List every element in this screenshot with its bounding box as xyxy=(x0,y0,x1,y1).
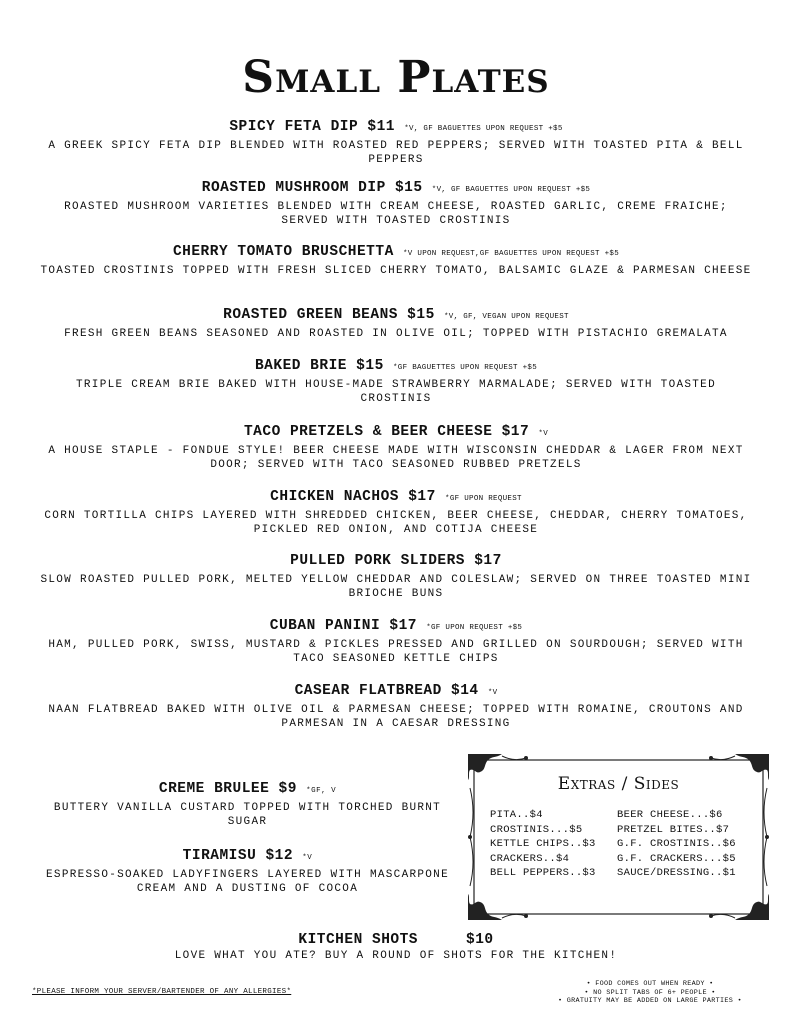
item-description: A HOUSE STAPLE - FONDUE STYLE! BEER CHEESE MADE WITH WISCONSIN CHEDDAR & LAGER FROM NEXT DOOR; SERVED WITH TACO SEASONED RUBBED PRETZELS xyxy=(48,445,744,471)
item-note: *V UPON REQUEST,GF BAGUETTES UPON REQUEST +$5 xyxy=(403,250,620,258)
item-description: FRESH GREEN BEANS SEASONED AND ROASTED IN OLIVE OIL; TOPPED WITH PISTACHIO GREMALATA xyxy=(64,328,728,340)
policy-note: • GRATUITY MAY BE ADDED ON LARGE PARTIES • xyxy=(558,997,742,1005)
menu-item xyxy=(40,424,752,472)
item-name: BAKED BRIE $15 xyxy=(254,358,384,374)
extras-sides-box xyxy=(466,752,771,922)
page-title: Small Plates xyxy=(242,52,550,103)
extras-item: SAUCE/DRESSING..$1 xyxy=(617,867,736,879)
menu-item xyxy=(40,489,752,537)
extras-item: CRACKERS..$4 xyxy=(490,852,570,865)
extras-item: BEER CHEESE...$6 xyxy=(617,809,723,821)
item-note: *V xyxy=(302,854,313,862)
policy-note: • FOOD COMES OUT WHEN READY • xyxy=(586,980,714,988)
item-name: CASEAR FLATBREAD $14 xyxy=(294,683,479,699)
item-name: SPICY FETA DIP $11 xyxy=(229,119,395,135)
item-name: CREME BRULEE $9 xyxy=(158,781,297,797)
extras-item: PITA..$4 xyxy=(490,809,543,821)
menu-item xyxy=(40,119,752,167)
item-name: TIRAMISU $12 xyxy=(182,848,294,864)
item-description: ESPRESSO-SOAKED LADYFINGERS LAYERED WITH MASCARPONE CREAM AND A DUSTING OF COCOA xyxy=(46,869,449,895)
item-description: HAM, PULLED PORK, SWISS, MUSTARD & PICKLES PRESSED AND GRILLED ON SOURDOUGH; SERVED WITH TACO SEASONED KETTLE CHIPS xyxy=(48,639,744,665)
menu-item xyxy=(40,618,752,666)
item-note: *GF UPON REQUEST xyxy=(445,495,522,503)
item-description: TRIPLE CREAM BRIE BAKED WITH HOUSE-MADE STRAWBERRY MARMALADE; SERVED WITH TOASTED CROSTINIS xyxy=(76,379,716,405)
item-note: *GF UPON REQUEST +$5 xyxy=(426,624,523,632)
allergy-notice: *PLEASE INFORM YOUR SERVER/BARTENDER OF ANY ALLERGIES* xyxy=(32,988,292,996)
dessert-item xyxy=(40,848,455,896)
extras-title: Extras / Sides xyxy=(557,774,680,794)
item-name: ROASTED GREEN BEANS $15 xyxy=(223,307,435,323)
dessert-item xyxy=(40,781,455,829)
item-note: *GF BAGUETTES UPON REQUEST +$5 xyxy=(393,364,538,372)
extras-item: CROSTINIS...$5 xyxy=(490,823,583,836)
item-description: A GREEK SPICY FETA DIP BLENDED WITH ROASTED RED PEPPERS; SERVED WITH TOASTED PITA & BELL PEPPERS xyxy=(48,140,744,166)
item-note: *V xyxy=(538,430,549,438)
item-note: *V, GF, VEGAN UPON REQUEST xyxy=(444,313,569,321)
item-name: TACO PRETZELS & BEER CHEESE $17 xyxy=(243,424,530,440)
item-name: PULLED PORK SLIDERS $17 xyxy=(290,553,502,569)
item-description: NAAN FLATBREAD BAKED WITH OLIVE OIL & PARMESAN CHEESE; TOPPED WITH ROMAINE, CROUTONS AND PARMESAN IN A CAESAR DRESSING xyxy=(48,704,744,730)
item-description: SLOW ROASTED PULLED PORK, MELTED YELLOW CHEDDAR AND COLESLAW; SERVED ON THREE TOASTED MINI BRIOCHE BUNS xyxy=(40,574,752,600)
item-note: *V xyxy=(487,689,498,697)
item-note: *GF, V xyxy=(306,787,337,795)
extras-item: KETTLE CHIPS..$3 xyxy=(490,838,596,850)
item-description: BUTTERY VANILLA CUSTARD TOPPED WITH TORCHED BURNT SUGAR xyxy=(53,802,442,828)
kitchen-shots-description: LOVE WHAT YOU ATE? BUY A ROUND OF SHOTS FOR THE KITCHEN! xyxy=(174,950,618,962)
item-description: CORN TORTILLA CHIPS LAYERED WITH SHREDDED CHICKEN, BEER CHEESE, CHEDDAR, CHERRY TOMATOES, PICKLED RED ONION, AND COTIJA CHEESE xyxy=(44,510,748,536)
item-description: TOASTED CROSTINIS TOPPED WITH FRESH SLICED CHERRY TOMATO, BALSAMIC GLAZE & PARMESAN CHEESE xyxy=(40,265,752,277)
item-name: CHICKEN NACHOS $17 xyxy=(270,489,436,505)
policy-note: • NO SPLIT TABS OF 6+ PEOPLE • xyxy=(584,988,716,997)
menu-item xyxy=(40,244,752,278)
kitchen-shots-name: KITCHEN SHOTS xyxy=(298,932,418,948)
menu-item xyxy=(40,180,752,228)
item-name: CUBAN PANINI $17 xyxy=(269,618,417,634)
extras-item: BELL PEPPERS..$3 xyxy=(490,867,596,879)
item-description: ROASTED MUSHROOM VARIETIES BLENDED WITH CREAM CHEESE, ROASTED GARLIC, CREME FRAICHE; SERVED WITH TOASTED CROSTINIS xyxy=(64,201,728,227)
item-note: *V, GF BAGUETTES UPON REQUEST +$5 xyxy=(431,186,591,194)
kitchen-shots xyxy=(0,932,792,962)
item-note: *V, GF BAGUETTES UPON REQUEST +$5 xyxy=(404,125,563,133)
menu-item xyxy=(40,683,752,731)
menu-item xyxy=(40,553,752,601)
extras-left-column xyxy=(490,808,596,881)
item-name: CHERRY TOMATO BRUSCHETTA xyxy=(172,244,394,260)
extras-right-column xyxy=(617,808,736,881)
extras-item: G.F. CRACKERS...$5 xyxy=(617,852,736,865)
kitchen-shots-price: $10 xyxy=(466,932,494,948)
house-policies xyxy=(540,980,760,1006)
menu-item xyxy=(40,358,752,406)
extras-item: G.F. CROSTINIS..$6 xyxy=(617,838,736,850)
menu-item xyxy=(40,307,752,341)
extras-item: PRETZEL BITES..$7 xyxy=(617,823,730,836)
item-name: ROASTED MUSHROOM DIP $15 xyxy=(201,180,423,196)
